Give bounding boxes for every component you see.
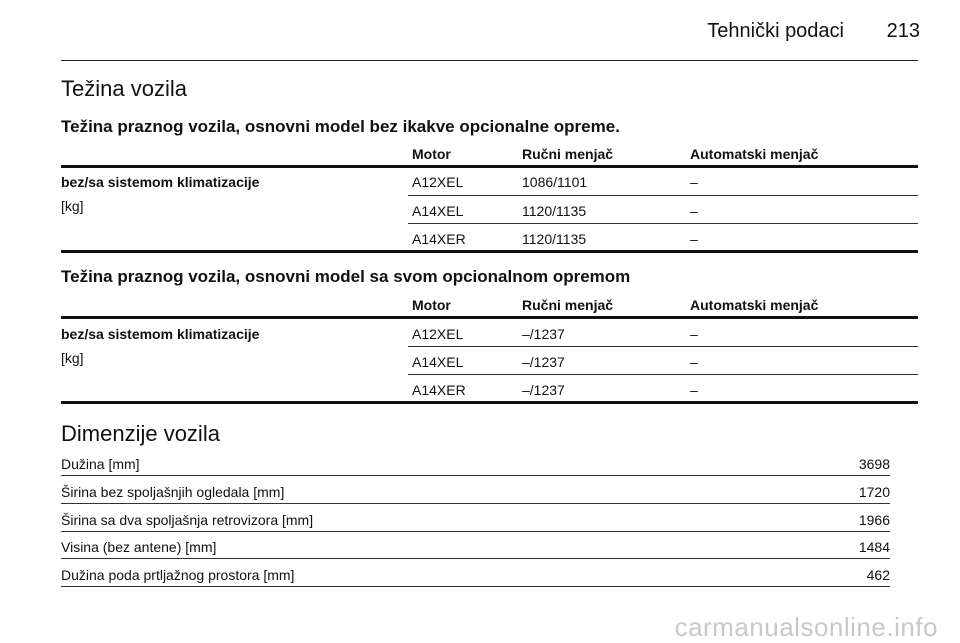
table-1-row-3-auto: –	[690, 231, 698, 247]
table-1-row-1-manual: 1086/1101	[522, 174, 588, 190]
dimension-label: Visina (bez antene) [mm]	[61, 539, 217, 555]
dimension-label: Dužina [mm]	[61, 456, 140, 472]
table-2-row-1-manual: –/1237	[522, 326, 565, 342]
dimension-value: 462	[866, 567, 890, 583]
table-1-bottom-rule	[61, 250, 918, 253]
unit-2: [kg]	[61, 350, 84, 366]
dimensions-heading: Dimenzije vozila	[61, 421, 220, 446]
dimension-label: Širina sa dva spoljašnja retrovizora [mm]	[61, 512, 314, 528]
table-2-row-2-auto: –	[690, 354, 698, 370]
header-rule	[61, 60, 918, 61]
page-number: 213	[886, 20, 920, 42]
table-2-bottom-rule	[61, 401, 918, 404]
table-1-row-1-auto: –	[690, 174, 698, 190]
table-1-row-3-motor: A14XER	[412, 231, 466, 247]
weight-section-1-title: Težina praznog vozila, osnovni model bez ikakve opcionalne opreme.	[61, 117, 620, 136]
col-auto-1: Automatski menjač	[690, 146, 819, 162]
table-1-row-2-manual: 1120/1135	[522, 203, 587, 219]
table-1-row-2-motor: A14XEL	[412, 203, 464, 219]
table-2-row-rule	[408, 346, 918, 347]
dimension-label: Dužina poda prtljažnog prostora [mm]	[61, 567, 295, 583]
table-2-row-3-auto: –	[690, 382, 698, 398]
page-header-title: Tehnički podaci	[707, 20, 844, 42]
dimension-row-rule	[61, 586, 890, 587]
dimension-row-rule	[61, 503, 890, 504]
dimension-value: 1720	[858, 484, 890, 500]
col-motor-2: Motor	[412, 297, 451, 313]
watermark: carmanualsonline.info	[674, 612, 938, 642]
table-1-row-rule	[408, 223, 918, 224]
weight-section-2-title: Težina praznog vozila, osnovni model sa svom opcionalnom opremom	[61, 267, 631, 286]
table-2-row-rule	[408, 374, 918, 375]
table-1-row-3-manual: 1120/1135	[522, 231, 587, 247]
dimension-label: Širina bez spoljašnjih ogledala [mm]	[61, 484, 285, 500]
table-1-row-2-auto: –	[690, 203, 698, 219]
table-2-row-2-motor: A14XEL	[412, 354, 464, 370]
table-1-row-rule	[408, 195, 918, 196]
col-motor-1: Motor	[412, 146, 451, 162]
weight-heading: Težina vozila	[61, 76, 187, 101]
row-label-2: bez/sa sistemom klimatizacije	[61, 326, 260, 342]
table-2-row-2-manual: –/1237	[522, 354, 565, 370]
unit-1: [kg]	[61, 198, 84, 214]
table-1-row-1-motor: A12XEL	[412, 174, 464, 190]
row-label-1: bez/sa sistemom klimatizacije	[61, 174, 260, 190]
col-manual-1: Ručni menjač	[522, 146, 614, 162]
dimension-value: 1484	[858, 539, 890, 555]
dimension-row-rule	[61, 558, 890, 559]
table-1-top-rule	[61, 165, 918, 168]
table-2-row-3-motor: A14XER	[412, 382, 466, 398]
dimension-value: 1966	[858, 512, 890, 528]
table-2-row-1-auto: –	[690, 326, 698, 342]
dimension-row-rule	[61, 531, 890, 532]
dimension-value: 3698	[858, 456, 890, 472]
col-manual-2: Ručni menjač	[522, 297, 614, 313]
table-2-row-3-manual: –/1237	[522, 382, 565, 398]
table-2-top-rule	[61, 316, 918, 319]
dimension-row-rule	[61, 475, 890, 476]
col-auto-2: Automatski menjač	[690, 297, 819, 313]
table-2-row-1-motor: A12XEL	[412, 326, 464, 342]
